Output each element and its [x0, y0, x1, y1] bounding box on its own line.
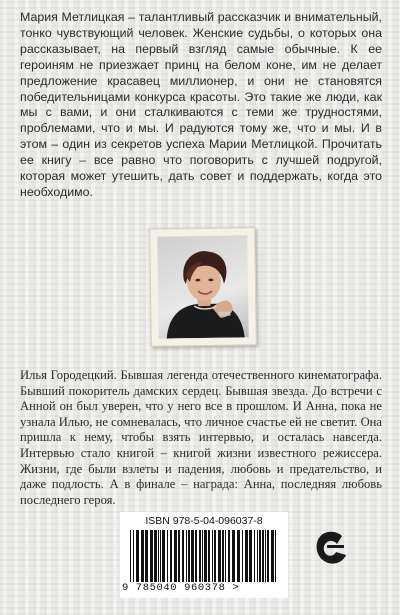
author-photo-frame [149, 227, 257, 346]
barcode-digits: 9 785040 960378 > [122, 582, 240, 594]
book-annotation: Илья Городецкий. Бывшая легенда отечественного кинематографа. Бывший покоритель дамских сердец. Бывшая звезда. До встречи с Анной он был уверен, что у него все в прошлом. И Анна, пока не узнала Илью, не сомневалась, что личное счастье ей не светит. Она пришла к нему, чтобы взять интервью, и осталась навсегда. Интервью стало книгой – книгой жизни известного режиссера. Жизни, где были взлеты и падения, любовь и предательство, и даже подлость. А в финале – награда: Анна, последняя любовь последнего героя. [20, 368, 382, 507]
isbn-label: ISBN 978-5-04-096037-8 [145, 515, 263, 527]
barcode-bars [130, 530, 280, 582]
author-photo [157, 235, 248, 338]
barcode-panel [120, 512, 288, 598]
author-description: Мария Метлицкая – талантливый рассказчик и внимательный, тонко чувствующий человек. Женские судьбы, о которых она рассказывает, на первый взгляд самые обычные. К ее героиням не приезжает принц на белом коне, им не делает предложение красавец миллионер, и они не становятся победительницами конкурса красоты. Это такие же люди, как мы с вами, и они сталкиваются с теми же трудностями, проблемами, что и мы. И радуются тому же, что и мы. И в этом – один из секретов успеха Марии Метлицкой. Прочитать ее книгу – все равно что поговорить с лучшей подругой, которая может утешить, дать совет и поддержать, когда это необходимо. [20, 10, 382, 199]
publisher-logo-icon [312, 528, 350, 566]
